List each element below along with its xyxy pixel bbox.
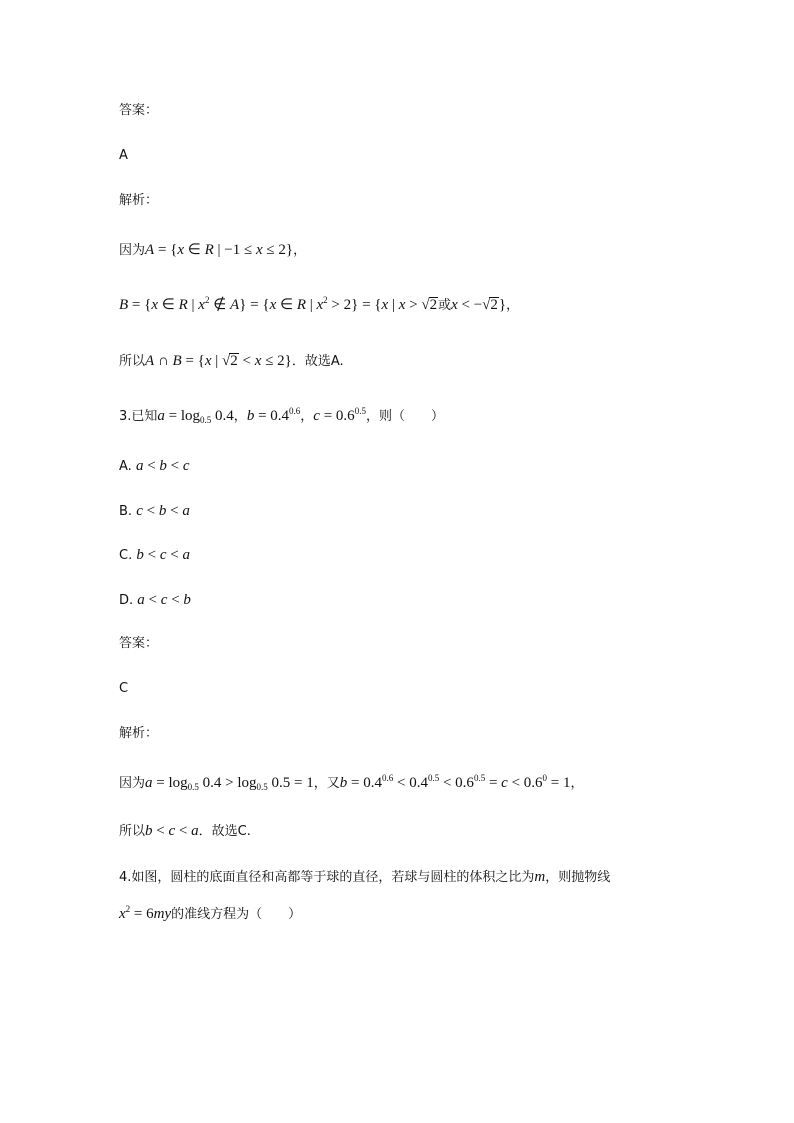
answer-label-1: 答案：: [119, 103, 159, 118]
question-4-line-1: 4.如图，圆柱的底面直径和高都等于球的直径，若球与圆柱的体积之比为m，则抛物线: [119, 869, 611, 885]
math-set-a: A = {x ∈ R | −1 ≤ x ≤ 2}: [145, 242, 294, 258]
analysis-3-line-2: 所以b < c < a．故选C.: [119, 823, 251, 839]
option-d: D. a < c < b: [119, 592, 191, 608]
answer-value-1: A: [119, 148, 128, 163]
option-b: B. c < b < a: [119, 503, 190, 519]
analysis-label-3: 解析：: [119, 726, 159, 741]
option-a: A. a < b < c: [119, 458, 190, 474]
question-3: 3.已知$a = \log_{0.5} 0.4$，$b = 0.4^{0.6}$，$c = 0.6^{0.5}$，则（ ）: [119, 406, 444, 425]
analysis-line-3: 所以A ∩ B = {x | √2 < x ≤ 2}．故选A.: [119, 353, 344, 369]
math-set-b: B = {x ∈ R | $x^2$ ∉ A} = {x ∈ R | $x^2 > 2\} = \{x$ | x > √2: [119, 295, 438, 313]
answer-value-3: C: [119, 681, 129, 696]
analysis-line-1: 因为A = {x ∈ R | −1 ≤ x ≤ 2}，: [119, 242, 307, 258]
analysis-label-1: 解析：: [119, 193, 159, 208]
analysis-3-line-1: 因为$a = \log_{0.5} 0.4 > \log_{0.5} 0.5 = 1$，又$b = 0.4^{0.6} < 0.4^{0.5} < 0.6^{0.5} = c < 0.6^0 = 1$，: [119, 773, 584, 792]
answer-label-3: 答案：: [119, 636, 159, 651]
question-4-line-2: $x^2 = 6my$的准线方程为（ ）: [119, 904, 302, 922]
math-intersection: A ∩ B = {x | √2 < x ≤ 2}: [145, 353, 292, 369]
option-c: C. b < c < a: [119, 547, 190, 563]
analysis-line-2: B = {x ∈ R | $x^2$ ∉ A} = {x ∈ R | $x^2 > 2\} = \{x$ | x > √2或x < −√2}，: [119, 295, 520, 313]
